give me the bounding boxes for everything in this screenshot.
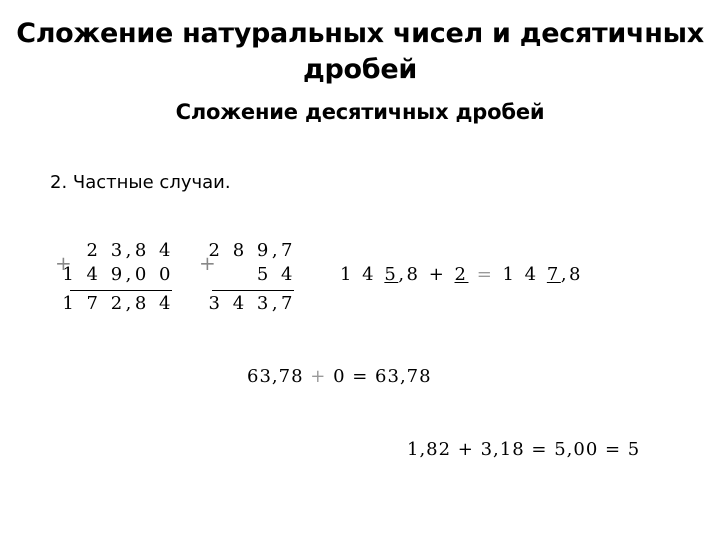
column-addition-2-body (208, 240, 296, 320)
plus-sign: + (199, 251, 216, 275)
slide-title-line2: дробей (303, 54, 417, 85)
equals-sign: = (468, 264, 503, 285)
equation-3: 1,82 + 3,18 = 5,00 = 5 (407, 439, 641, 460)
slide-title (0, 16, 720, 88)
slide-subtitle: Сложение десятичных дробей (175, 100, 545, 124)
plus-sign: + (310, 366, 327, 387)
column-addition-1-body (62, 240, 174, 320)
addend-1: 2 8 9,7 (208, 240, 296, 261)
addend-2: 1 4 9,0 0 (62, 264, 174, 285)
equation-2 (247, 366, 432, 387)
equation-part: ,8 (560, 264, 583, 285)
slide-title-line1: Сложение натуральных чисел и десятичных (16, 18, 704, 49)
equation-part: 63,78 (247, 366, 311, 387)
plus-sign: + (55, 251, 72, 275)
addend-2: 5 4 (256, 264, 296, 285)
equation-part: 0 = 63,78 (326, 366, 432, 387)
sum: 1 7 2,8 4 (62, 293, 174, 314)
sum-line (70, 290, 172, 291)
equation-1 (340, 264, 583, 285)
addend-1: 2 3,8 4 (86, 240, 174, 261)
underlined-digit: 2 (454, 264, 469, 285)
equation-part: 1 4 (502, 264, 547, 285)
equation-part: ,8 + (398, 264, 455, 285)
underlined-digit: 7 (546, 264, 561, 285)
sum: 3 4 3,7 (208, 293, 296, 314)
underlined-digit: 5 (384, 264, 399, 285)
equation-part: 1 4 (340, 264, 385, 285)
sum-line (212, 290, 294, 291)
section-heading: 2. Частные случаи. (50, 172, 231, 193)
